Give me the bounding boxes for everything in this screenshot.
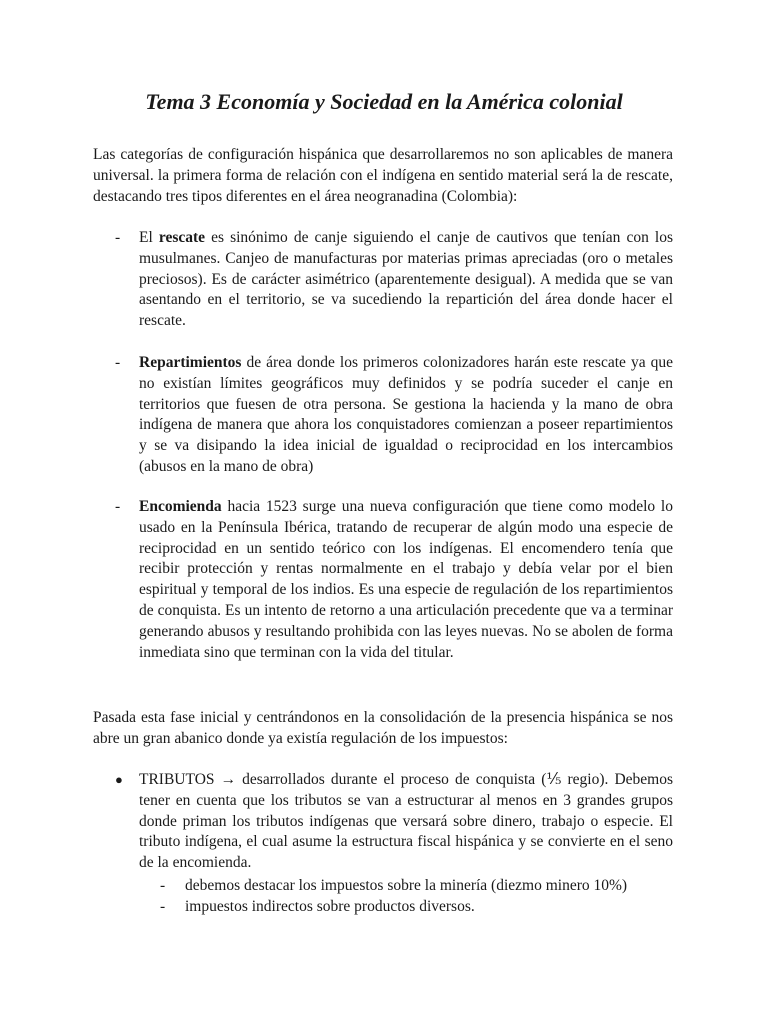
list-item-text	[139, 228, 673, 332]
item-term: rescate	[158, 229, 206, 246]
dash-marker: -	[115, 354, 121, 371]
dash-marker: -	[160, 898, 166, 915]
intro-paragraph: Las categorías de configuración hispánica que desarrollaremos no son aplicables de manera universal. la primera forma de relación con el indígena en sentido material será la de rescate, destacando tres tipos diferentes en el área neogranadina (Colombia):	[93, 146, 673, 205]
page-title: Tema 3 Economía y Sociedad en la América colonial	[145, 89, 623, 114]
transition-paragraph: Pasada esta fase inicial y centrándonos en la consolidación de la presencia hispánica se nos abre un gran abanico donde ya existía regulación de los impuestos:	[93, 709, 673, 747]
item-body: hacia 1523 surge una nueva configuración que tiene como modelo lo usado en la Península Ibérica, tratando de recuperar de algún modo una especie de reciprocidad en un sentido teórico con los indígenas. El encomendero tenía que recibir protección y rentas normalmente en el trabajo y debía velar por el bien espiritual y temporal de los indios. Es una especie de regulación de los repartimientos de conquista. Es un intento de retorno a una articulación precedente que va a terminar generando abusos y resultando prohibida con las leyes nuevas. No se abolen de forma inmediata sino que terminan con la vida del titular.	[139, 498, 673, 661]
bullet-marker: ●	[115, 772, 123, 787]
list-item-text	[139, 497, 673, 663]
sub-list-item-text: impuestos indirectos sobre productos diversos.	[185, 898, 475, 915]
item-term: Repartimientos	[139, 354, 242, 371]
item-term: Encomienda	[139, 498, 222, 515]
dash-marker: -	[160, 877, 166, 894]
bullet-item-text: TRIBUTOS → desarrollados durante el proceso de conquista (⅕ regio). Debemos tener en cuenta que los tributos se van a estructurar al menos en 3 grandes grupos donde priman los tributos indígenas que versará sobre dinero, trabajo o especie. El tributo indígena, el cual asume la estructura fiscal hispánica y se convierte en el seno de la encomienda.	[139, 771, 673, 872]
sub-list-item-text: debemos destacar los impuestos sobre la minería (diezmo minero 10%)	[185, 877, 628, 894]
dash-marker: -	[115, 229, 121, 246]
item-prefix: El	[139, 229, 159, 246]
list-item-text	[139, 353, 673, 478]
item-body: es sinónimo de canje siguiendo el canje de cautivos que tenían con los musulmanes. Canjeo de manufacturas por materias primas apreciadas (oro o metales preciosos). Es de carácter asimétrico (aparentemente desigual). A medida que se van asentando en el territorio, se va sucediendo la repartición del área donde hacer el rescate.	[139, 229, 673, 330]
dash-marker: -	[115, 498, 121, 515]
item-body: de área donde los primeros colonizadores harán este rescate ya que no existían límites geográficos muy definidos y se podría suceder el canje en territorios que fuesen de otra persona. Se gestiona la hacienda y la mano de obra indígena de manera que ahora los conquistadores comienzan a poseer repartimientos y se va disipando la idea inicial de igualdad o reciprocidad en los intercambios (abusos en la mano de obra)	[139, 354, 673, 475]
